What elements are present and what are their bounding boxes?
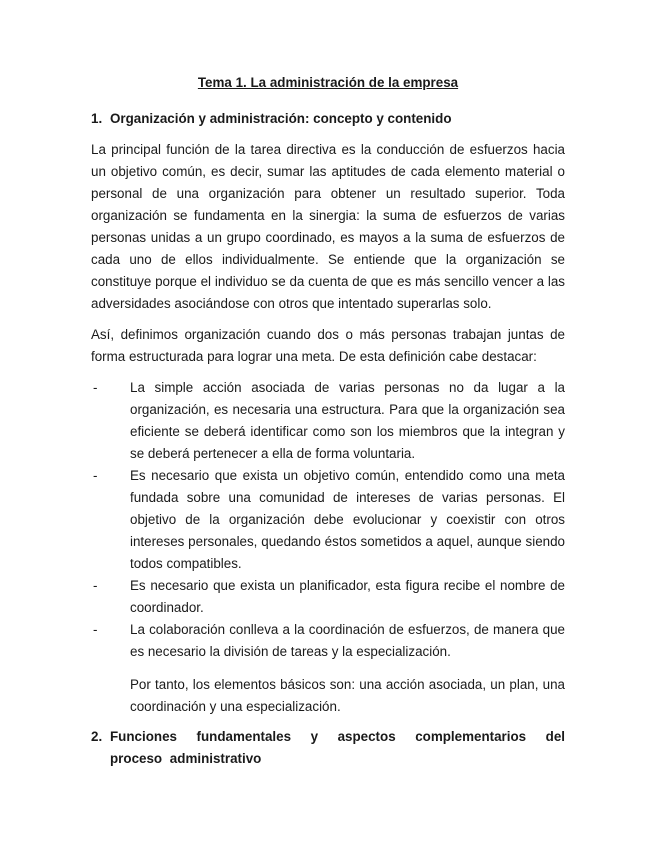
section-2-heading-text: Funciones fundamentales y aspectos complementarios del proceso administrativo (110, 729, 565, 766)
document-title: Tema 1. La administración de la empresa (197, 75, 459, 90)
bullet-text: Es necesario que exista un objetivo común, entendido como una meta fundada sobre una comunidad de intereses de varias personas. El objetivo de la organización debe evolucionar y coexistir con otros intereses personales, quedando éstos sometidos a aquel, aunque siendo todos compatibles. (130, 468, 565, 571)
bullet-dash: - (93, 622, 98, 637)
bullet-dash: - (93, 380, 98, 395)
bullet-text: Es necesario que exista un planificador, esta figura recibe el nombre de coordinador. (130, 578, 565, 615)
bullet-dash: - (93, 468, 98, 483)
list-item (91, 575, 565, 619)
section-2-number: 2. (91, 729, 103, 744)
list-item (91, 465, 565, 575)
section-1-number: 1. (91, 111, 103, 126)
bullet-text: La simple acción asociada de varias personas no da lugar a la organización, es necesaria una estructura. Para que la organización sea eficiente se deberá identificar como son los miembros que la integran y se deberá pertenecer a ella de forma voluntaria. (130, 380, 565, 461)
section-1-paragraph-2: Así, definimos organización cuando dos o más personas trabajan juntas de forma estructurada para lograr una meta. De esta definición cabe destacar: (91, 327, 565, 364)
section-1-heading-text: Organización y administración: concepto y contenido (110, 111, 452, 126)
section-1-conclusion: Por tanto, los elementos básicos son: una acción asociada, un plan, una coordinación y una especialización. (130, 677, 565, 714)
section-1-heading (91, 108, 565, 130)
section-1-paragraph-1: La principal función de la tarea directiva es la conducción de esfuerzos hacia un objetivo común, es decir, sumar las aptitudes de cada elemento material o personal de una organización para obtener un resultado superior. Toda organización se fundamenta en la sinergia: la suma de esfuerzos de varias personas unidas a un grupo coordinado, es mayos a la suma de esfuerzos de cada uno de ellos individualmente. Se entiende que la organización se constituye porque el individuo se da cuenta de que es más sencillo vencer a las adversidades asociándose con otros que intentado superarlas solo. (91, 142, 565, 311)
section-2-heading (91, 726, 565, 770)
list-item (91, 619, 565, 663)
bullet-list (91, 377, 565, 663)
bullet-text: La colaboración conlleva a la coordinación de esfuerzos, de manera que es necesario la división de tareas y la especialización. (130, 622, 565, 659)
list-item (91, 377, 565, 465)
bullet-dash: - (93, 578, 98, 593)
